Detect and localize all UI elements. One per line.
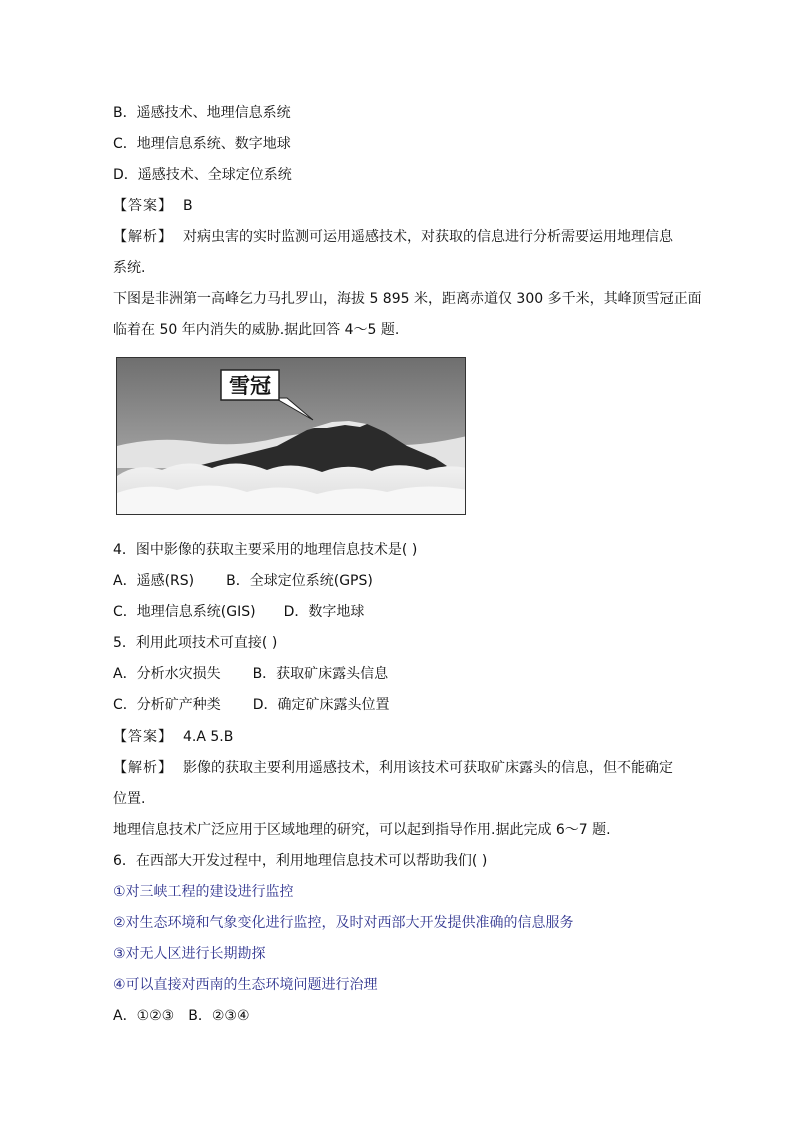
q5-option-d: D．确定矿床露头位置: [252, 697, 390, 713]
q6-statement-1: ①对三峡工程的建设进行监控: [113, 884, 294, 900]
q4-option-c: C．地理信息系统(GIS): [113, 604, 256, 620]
answer-1: [113, 196, 193, 216]
answer-2: [113, 727, 233, 747]
answer-tag: 【答案】: [113, 729, 173, 745]
q6-statement-2: ②对生态环境和气象变化进行监控，及时对西部大开发提供准确的信息服务: [113, 915, 574, 931]
explanation-text: 对病虫害的实时监测可运用遥感技术，对获取的信息进行分析需要运用地理信息: [183, 229, 673, 245]
intro-paragraph-3: 地理信息技术广泛应用于区域地理的研究，可以起到指导作用.据此完成 6～7 题.: [113, 822, 611, 838]
explanation-1: [113, 227, 673, 247]
q4-option-a: A．遥感(RS): [113, 573, 195, 589]
question-6: 6．在西部大开发过程中，利用地理信息技术可以帮助我们( ): [113, 853, 488, 869]
kilimanjaro-photo: [116, 357, 466, 515]
intro-paragraph-line2: 临着在 50 年内消失的威胁.据此回答 4～5 题.: [113, 322, 400, 338]
q4-option-d: D．数字地球: [283, 604, 365, 620]
q6-statement-4: ④可以直接对西南的生态环境问题进行治理: [113, 977, 378, 993]
explanation-2: [113, 758, 673, 778]
q3-option-b: B．遥感技术、地理信息系统: [113, 105, 291, 121]
q6-option-a: A．①②③: [113, 1008, 175, 1024]
q4-options-ab: [113, 571, 373, 591]
cloud-bottom: [117, 485, 466, 515]
q5-options-cd: [113, 695, 390, 715]
q6-statement-3: ③对无人区进行长期勘探: [113, 946, 266, 962]
mountain-image: [117, 358, 466, 515]
q3-option-d: D．遥感技术、全球定位系统: [113, 167, 292, 183]
explanation-tag: 【解析】: [113, 760, 173, 776]
answer-tag: 【答案】: [113, 198, 173, 214]
intro-paragraph-line1: 下图是非洲第一高峰乞力马扎罗山，海拔 5 895 米，距离赤道仅 300 多千米，其峰顶雪冠正面: [113, 291, 702, 307]
q6-option-b: B．②③④: [188, 1008, 250, 1024]
question-5: 5．利用此项技术可直接( ): [113, 635, 278, 651]
explanation-2-cont: 位置.: [113, 791, 146, 807]
question-4: 4．图中影像的获取主要采用的地理信息技术是( ): [113, 542, 418, 558]
q5-option-a: A．分析水灾损失: [113, 666, 221, 682]
answer-value: B: [183, 198, 193, 214]
q5-option-b: B．获取矿床露头信息: [252, 666, 389, 682]
q4-options-cd: [113, 602, 364, 622]
explanation-text: 影像的获取主要利用遥感技术，利用该技术可获取矿床露头的信息，但不能确定: [183, 760, 673, 776]
q3-option-c: C．地理信息系统、数字地球: [113, 136, 291, 152]
answer-value: 4.A 5.B: [183, 729, 234, 745]
q6-options-ab: [113, 1006, 250, 1026]
q5-option-c: C．分析矿产种类: [113, 697, 221, 713]
q4-option-b: B．全球定位系统(GPS): [226, 573, 373, 589]
explanation-tag: 【解析】: [113, 229, 173, 245]
explanation-1-cont: 系统.: [113, 260, 146, 276]
q5-options-ab: [113, 664, 388, 684]
callout-label: 雪冠: [229, 374, 271, 398]
